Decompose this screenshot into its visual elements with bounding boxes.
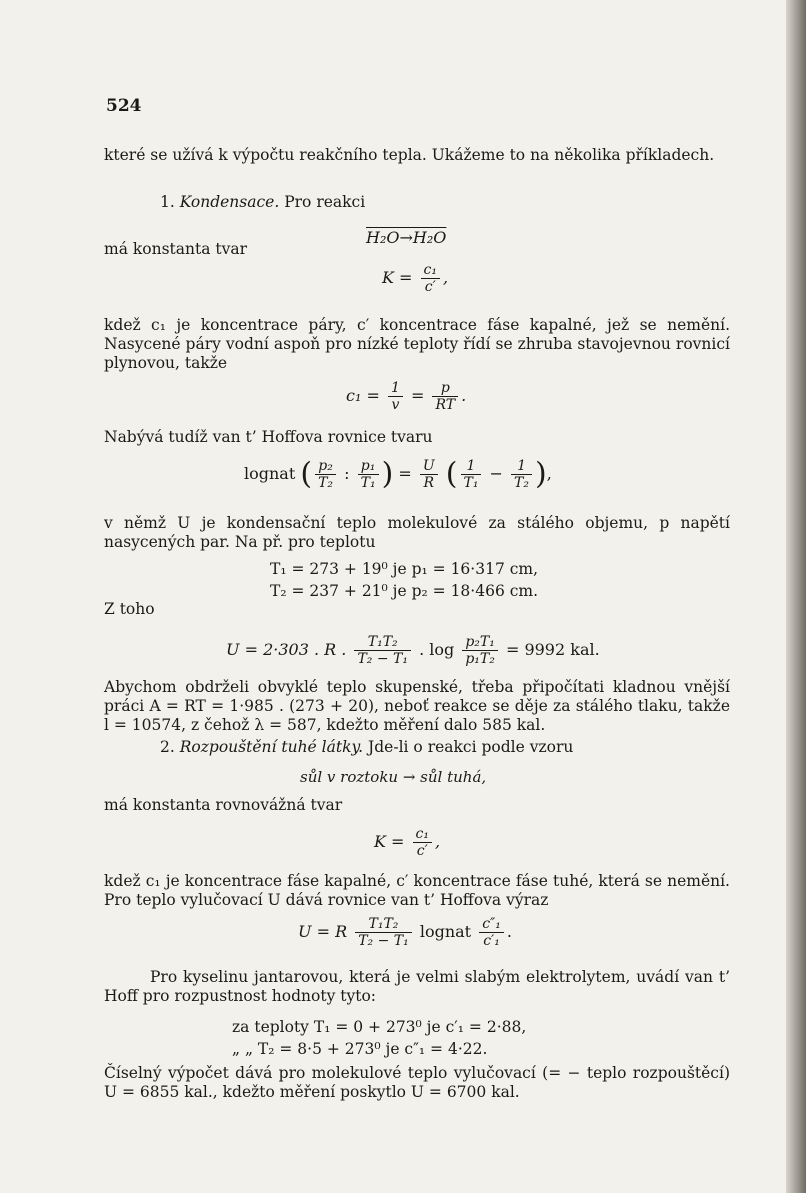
k2-denominator: c′ xyxy=(416,843,428,859)
lognat-equation: lognat ( $\frac{\text{p₂}}{\text{T₂}}$ : $\frac{\text{p₁}}{\text{T₁}}$ ) = $\frac{U}{R}$ ( $\frac{1}{\text{T₁}}$ − $\frac{1}{\text{T₂}}$ ), xyxy=(244,456,552,492)
data-row-1: za teploty T₁ = 0 + 273⁰ je c′₁ = 2·88, xyxy=(232,1018,527,1036)
ln-b-num: p₁ xyxy=(358,458,379,475)
u-log: . log xyxy=(419,640,455,659)
k-fraction xyxy=(421,262,440,295)
c1-f1-den: v xyxy=(391,397,400,413)
u-f2-num: p₂T₁ xyxy=(462,634,498,651)
latent-heat-paragraph: Abychom obdrželi obvyklé teplo skupenské, třeba připočítati kladnou vnější práci A = RT = 1·985 . (273 + 20), neboť reakce se děje za stálého tlaku, takže l = 10574, z čehož λ = 587, kdežto měření dalo 585 kal. xyxy=(104,678,730,734)
u-lhs: U = 2·303 . R . xyxy=(226,640,347,659)
k-denominator: c′ xyxy=(424,279,436,295)
section1-title: Kondensace. xyxy=(179,193,280,211)
section2-result: Číselný výpočet dává pro molekulové teplo vylučovací (= − teplo rozpouštěcí) U = 6855 kal., kdežto měření poskytlo U = 6700 kal. xyxy=(104,1064,730,1101)
c1-equals: = xyxy=(410,386,425,405)
u-equation xyxy=(226,634,600,667)
where-u-paragraph: v němž U je kondensační teplo molekulové za stálého objemu, p napětí nasycených par. Na př. pro teplotu xyxy=(104,514,730,551)
t2-line: T₂ = 237 + 21⁰ je p₂ = 18·466 cm. xyxy=(270,582,539,600)
ln-a-den: T₂ xyxy=(318,475,334,491)
ln-colon: : xyxy=(344,464,350,483)
section1-k-equation: K = $\frac{\text{c₁}}{c'}$ , xyxy=(382,262,449,295)
u2-f2-num: c″₁ xyxy=(479,916,504,933)
k2-numerator: c₁ xyxy=(413,826,432,843)
c1-fraction-2 xyxy=(432,380,458,413)
section2-k-equation: K = $\frac{\text{c₁}}{c'}$ , xyxy=(374,826,441,859)
ln-a-num: p₂ xyxy=(315,458,336,475)
ln-frac-a xyxy=(315,458,336,491)
data-row-2: „ „ T₂ = 8·5 + 273⁰ je c″₁ = 4·22. xyxy=(232,1040,488,1058)
k2-lhs: K = xyxy=(374,832,405,851)
c1-f2-den: RT xyxy=(435,397,456,413)
section1-reaction: H₂O→H₂O xyxy=(366,228,447,247)
section2-number: 2. xyxy=(160,738,175,756)
section1-number: 1. xyxy=(160,193,175,211)
section2-heading xyxy=(160,738,730,757)
u-frac-2 xyxy=(462,634,498,667)
ln-frac-d xyxy=(511,458,532,491)
ln-frac-b xyxy=(358,458,379,491)
section2-reaction: sůl v roztoku → sůl tuhá, xyxy=(300,768,487,786)
t1-line: T₁ = 273 + 19⁰ je p₁ = 16·317 cm, xyxy=(270,560,539,578)
c1-f2-num: p xyxy=(432,380,458,397)
page-number: 524 xyxy=(106,96,142,116)
lognat-label: lognat xyxy=(244,464,296,483)
section2-example: Pro kyselinu jantarovou, která je velmi slabým elektrolytem, uvádí van t’ Hoff pro rozpustnost hodnoty tyto: xyxy=(104,968,730,1005)
u2-f1-den: T₂ − T₁ xyxy=(358,933,409,949)
intro-paragraph: které se užívá k výpočtu reakčního tepla. Ukážeme to na několika příkladech. xyxy=(104,146,715,164)
k2-fraction xyxy=(413,826,432,859)
ln-equals: = xyxy=(398,464,412,483)
u2-f1-num: T₁T₂ xyxy=(355,916,412,933)
ln-frac-c xyxy=(461,458,482,491)
section1-heading xyxy=(160,193,720,212)
u2-lhs: U = R xyxy=(298,922,348,941)
u-f1-num: T₁T₂ xyxy=(354,634,411,651)
u-frac-1 xyxy=(354,634,411,667)
section1-heading-rest: Pro reakci xyxy=(284,193,366,211)
u2-frac-1 xyxy=(355,916,412,949)
u-result: = 9992 kal. xyxy=(505,640,600,659)
c1-equation: c₁ = $\frac{1}{v}$ = $\frac{p}{RT}$ . xyxy=(346,380,467,413)
u-f2-den: p₁T₂ xyxy=(465,651,495,667)
section1-const-label: má konstanta tvar xyxy=(104,240,248,258)
c1-fraction-1 xyxy=(388,380,403,413)
vant-hoff-intro: Nabývá tudíž van t’ Hoffova rovnice tvaru xyxy=(104,428,433,446)
section1-explanation: kdež c₁ je koncentrace páry, c′ koncentrace fáse kapalné, jež se nemění. Nasycené páry vodní aspoň pro nízké teploty řídí se zhruba stavojevnou rovnicí plynovou, takže xyxy=(104,316,730,372)
ln-c-den: T₁ xyxy=(463,475,479,491)
page-binding-shadow xyxy=(786,0,806,1193)
u-f1-den: T₂ − T₁ xyxy=(357,651,408,667)
u2-frac-2 xyxy=(479,916,504,949)
ln-minus: − xyxy=(489,464,503,483)
ln-u-den: R xyxy=(423,475,435,491)
section2-const-label: má konstanta rovnovážná tvar xyxy=(104,796,343,814)
ln-u-num: U xyxy=(420,458,438,475)
ln-b-den: T₁ xyxy=(360,475,376,491)
ln-d-den: T₂ xyxy=(514,475,529,491)
section2-explanation: kdež c₁ je koncentrace fáse kapalné, c′ koncentrace fáse tuhé, která se nemění. Pro teplo vylučovací U dává rovnice van t’ Hoffova výraz xyxy=(104,872,730,909)
c1-f1-num: 1 xyxy=(388,380,403,397)
ln-frac-u xyxy=(420,458,438,491)
u2-lognat: lognat xyxy=(419,922,472,941)
u2-f2-den: c′₁ xyxy=(483,933,500,949)
section2-title: Rozpouštění tuhé látky. xyxy=(179,738,364,756)
section2-heading-rest: Jde-li o reakci podle vzoru xyxy=(368,738,574,756)
c1-lhs: c₁ = xyxy=(346,386,380,405)
ln-c-num: 1 xyxy=(461,458,482,475)
k-lhs: K = xyxy=(382,268,413,287)
section2-u-equation: U = R $\frac{\text{T₁T₂}}{\text{T₂ − T₁}}$ lognat $\frac{\text{c″₁}}{\text{c′₁}}$ . xyxy=(298,916,512,949)
ln-d-num: 1 xyxy=(511,458,532,475)
z-toho: Z toho xyxy=(104,600,155,618)
k-numerator: c₁ xyxy=(421,262,440,279)
